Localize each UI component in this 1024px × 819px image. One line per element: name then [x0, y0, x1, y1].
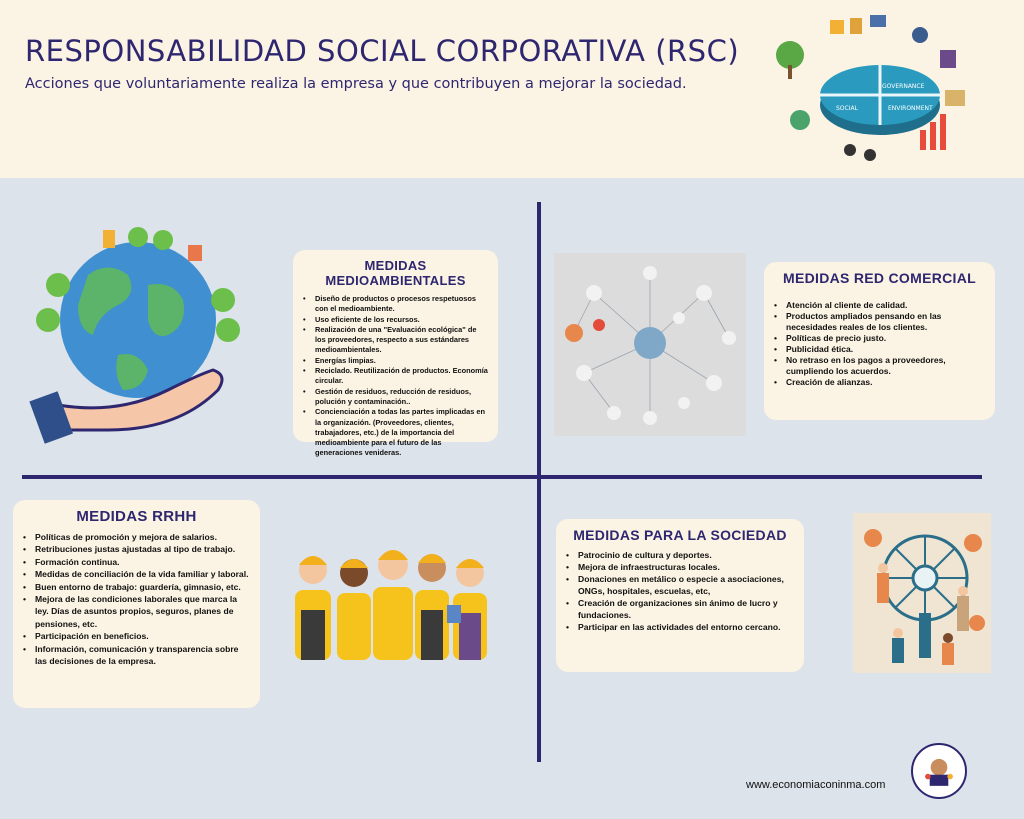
card-title-sociedad: MEDIDAS PARA LA SOCIEDAD [573, 527, 787, 543]
earth-in-hand-icon [18, 225, 253, 450]
page-subtitle: Acciones que voluntariamente realiza la empresa y que contribuyen a mejorar la sociedad. [25, 76, 687, 92]
network-icon [554, 253, 746, 436]
list-medioambientales [303, 294, 488, 459]
list-item: • Energías limpias. [303, 356, 488, 366]
list-item: • Mejora de infraestructuras locales. [566, 561, 794, 573]
puzzle-label-social: SOCIAL [836, 105, 858, 112]
list-item: • Patrocinio de cultura y deportes. [566, 549, 794, 561]
list-sociedad [566, 549, 794, 633]
list-item: • Realización de una "Evaluación ecológica" de los proveedores, respecto a sus estándares medioambientales. [303, 325, 488, 356]
card-title-medioambientales: MEDIDAS MEDIOAMBIENTALES [325, 258, 466, 288]
website-link[interactable]: www.economiaconinma.com [746, 779, 886, 791]
list-item: • No retraso en los pagos a proveedores, cumpliendo los acuerdos. [774, 355, 985, 377]
list-item: • Buen entorno de trabajo: guardería, gimnasio, etc. [23, 581, 250, 593]
vertical-divider [537, 202, 541, 762]
rsc-puzzle-icon [770, 10, 990, 170]
list-item: • Retribuciones justas ajustadas al tipo de trabajo. [23, 543, 250, 555]
header-banner [0, 0, 1024, 178]
horizontal-divider [22, 475, 982, 479]
list-item: • Participar en las actividades del entorno cercano. [566, 621, 794, 633]
list-item: • Participación en beneficios. [23, 630, 250, 642]
community-gear-icon [853, 513, 991, 673]
list-rrhh [23, 531, 250, 667]
card-rrhh [13, 500, 260, 708]
list-item: • Productos ampliados pensando en las necesidades reales de los clientes. [774, 311, 985, 333]
list-item: • Publicidad ética. [774, 344, 985, 355]
list-item: • Información, comunicación y transparencia sobre las decisiones de la empresa. [23, 643, 250, 668]
puzzle-label-environment: ENVIRONMENT [888, 105, 933, 112]
puzzle-label-governance: GOVERNANCE [882, 83, 925, 90]
card-title-red-comercial: MEDIDAS RED COMERCIAL [783, 270, 976, 286]
list-item: • Reciclado. Reutilización de productos. Economía circular. [303, 366, 488, 387]
list-item: • Creación de organizaciones sin ánimo de lucro y fundaciones. [566, 597, 794, 621]
page-title: RESPONSABILIDAD SOCIAL CORPORATIVA (RSC) [25, 34, 740, 68]
list-item: • Donaciones en metálico o especie a asociaciones, ONGs, hospitales, escuelas, etc, [566, 573, 794, 597]
list-red-comercial [774, 300, 985, 388]
list-item: • Atención al cliente de calidad. [774, 300, 985, 311]
list-item: • Diseño de productos o procesos respetuosos con el medioambiente. [303, 294, 488, 315]
workers-icon [285, 535, 495, 665]
card-medioambientales [293, 250, 498, 458]
list-item: • Concienciación a todas las partes implicadas en la organización. (Proveedores, clientes, trabajadores, etc.) de la importancia del medioambiente para el futuro de las generaciones venideras. [303, 407, 488, 458]
list-item: • Políticas de precio justo. [774, 333, 985, 344]
list-item: • Medidas de conciliación de la vida familiar y laboral. [23, 568, 250, 580]
card-sociedad [556, 519, 804, 672]
card-red-comercial [764, 262, 995, 420]
list-item: • Mejora de las condiciones laborales que marca la ley. Días de asuntos propios, seguros, planes de pensiones, etc. [23, 593, 250, 630]
list-item: • Uso eficiente de los recursos. [303, 315, 488, 325]
list-item: • Creación de alianzas. [774, 377, 985, 388]
list-item: • Formación continua. [23, 556, 250, 568]
card-title-rrhh: MEDIDAS RRHH [76, 508, 197, 525]
list-item: • Gestión de residuos, reducción de residuos, polución y contaminación.. [303, 387, 488, 408]
logo-icon [911, 743, 967, 799]
list-item: • Políticas de promoción y mejora de salarios. [23, 531, 250, 543]
